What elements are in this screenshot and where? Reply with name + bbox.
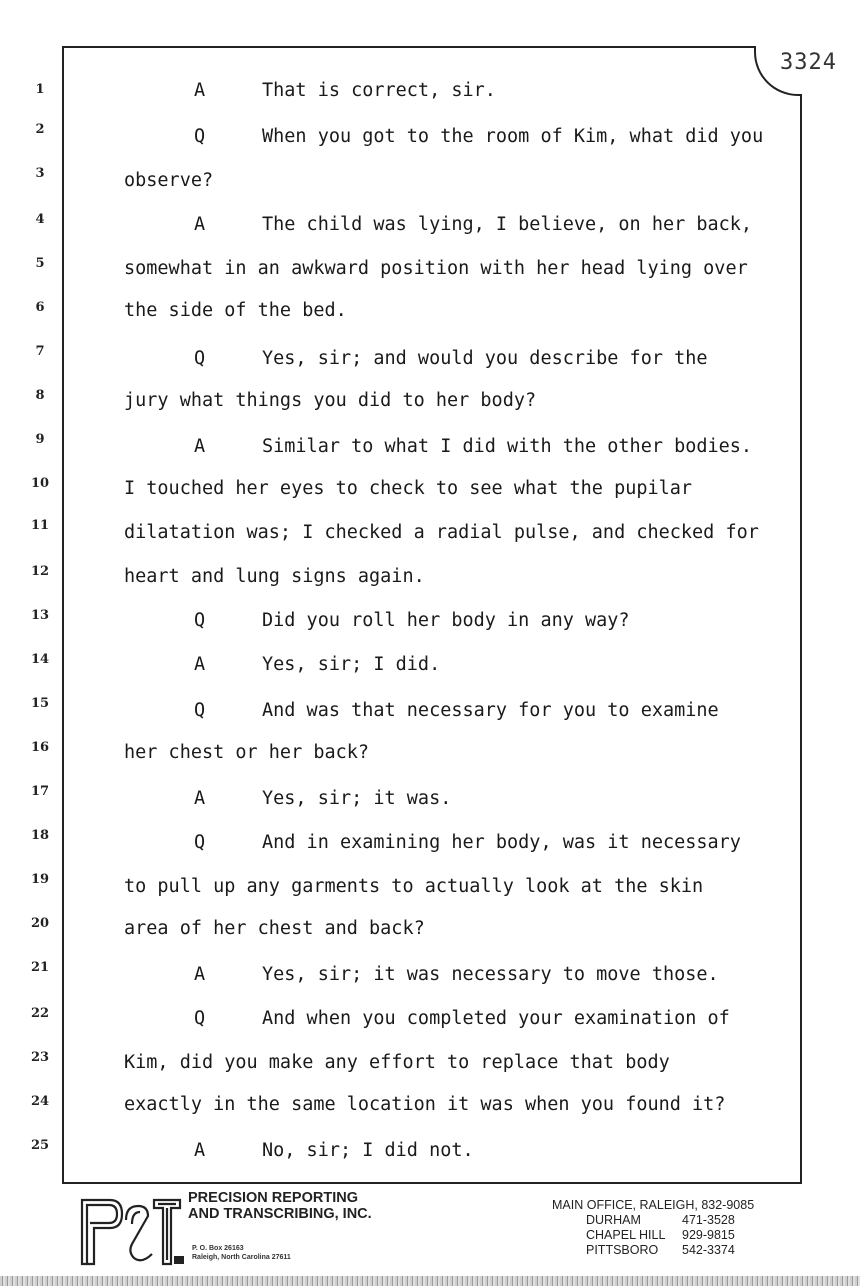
line-number: 17 bbox=[30, 784, 50, 799]
office-phone: 929-9815 bbox=[682, 1228, 735, 1242]
transcript-line-text: to pull up any garments to actually look at the skin bbox=[124, 876, 704, 897]
line-number: 1 bbox=[35, 82, 45, 97]
transcript-line-text: jury what things you did to her body? bbox=[124, 390, 537, 411]
address-line2: Raleigh, North Carolina 27611 bbox=[192, 1254, 291, 1261]
transcript-line-text: And was that necessary for you to examine bbox=[262, 700, 719, 721]
line-number: 7 bbox=[35, 344, 45, 359]
speaker-label: Q bbox=[194, 348, 206, 369]
scan-edge-strip bbox=[0, 1276, 860, 1286]
office-row bbox=[552, 1228, 754, 1243]
line-number: 8 bbox=[35, 388, 45, 403]
transcript-line-text: Yes, sir; it was necessary to move those. bbox=[262, 964, 719, 985]
transcript-line-text: area of her chest and back? bbox=[124, 918, 425, 939]
line-number: 23 bbox=[30, 1050, 50, 1065]
transcript-line-text: dilatation was; I checked a radial pulse, and checked for bbox=[124, 522, 759, 543]
office-row bbox=[552, 1243, 754, 1258]
line-number: 13 bbox=[30, 608, 50, 623]
line-number: 25 bbox=[30, 1138, 50, 1153]
transcript-line-text: Did you roll her body in any way? bbox=[262, 610, 630, 631]
speaker-label: A bbox=[194, 80, 206, 101]
speaker-label: A bbox=[194, 214, 206, 235]
office-phone: 542-3374 bbox=[682, 1243, 735, 1257]
line-number: 19 bbox=[30, 872, 50, 887]
line-number: 4 bbox=[35, 212, 45, 227]
speaker-label: A bbox=[194, 654, 206, 675]
line-number: 20 bbox=[30, 916, 50, 931]
line-number: 15 bbox=[30, 696, 50, 711]
transcript-line-text: observe? bbox=[124, 170, 214, 191]
page-number: 3324 bbox=[780, 50, 837, 75]
transcript-line-text: somewhat in an awkward position with her head lying over bbox=[124, 258, 748, 279]
transcript-line-text: When you got to the room of Kim, what did you bbox=[262, 126, 764, 147]
office-row bbox=[552, 1213, 754, 1228]
transcript-line-text: The child was lying, I believe, on her back, bbox=[262, 214, 753, 235]
line-number: 2 bbox=[35, 122, 45, 137]
firm-name-line1: PRECISION REPORTING bbox=[188, 1190, 358, 1206]
speaker-label: Q bbox=[194, 1008, 206, 1029]
address-line1: P. O. Box 26163 bbox=[192, 1245, 244, 1252]
main-office: MAIN OFFICE, RALEIGH, 832-9085 bbox=[552, 1198, 755, 1212]
firm-address bbox=[192, 1244, 291, 1262]
line-number: 6 bbox=[35, 300, 45, 315]
office-phone: 471-3528 bbox=[682, 1213, 735, 1227]
transcript-line-text: Yes, sir; it was. bbox=[262, 788, 452, 809]
transcript-line-text: her chest or her back? bbox=[124, 742, 370, 763]
firm-name bbox=[188, 1190, 372, 1222]
office-city: PITTSBORO bbox=[586, 1243, 659, 1257]
line-number: 12 bbox=[30, 564, 50, 579]
line-number: 3 bbox=[35, 166, 45, 181]
office-city: CHAPEL HILL bbox=[586, 1228, 666, 1242]
page-border-top bbox=[62, 46, 762, 48]
speaker-label: Q bbox=[194, 126, 206, 147]
speaker-label: A bbox=[194, 964, 206, 985]
speaker-label: Q bbox=[194, 832, 206, 853]
line-number: 22 bbox=[30, 1006, 50, 1021]
transcript-line-text: Yes, sir; I did. bbox=[262, 654, 441, 675]
line-number: 14 bbox=[30, 652, 50, 667]
speaker-label: Q bbox=[194, 610, 206, 631]
line-number: 5 bbox=[35, 256, 45, 271]
transcript-line-text: And when you completed your examination of bbox=[262, 1008, 730, 1029]
line-number: 18 bbox=[30, 828, 50, 843]
speaker-label: A bbox=[194, 1140, 206, 1161]
transcript-line-text: the side of the bed. bbox=[124, 300, 347, 321]
transcript-line-text: No, sir; I did not. bbox=[262, 1140, 474, 1161]
speaker-label: Q bbox=[194, 700, 206, 721]
line-number: 10 bbox=[30, 476, 50, 491]
transcript-line-text: exactly in the same location it was when you found it? bbox=[124, 1094, 726, 1115]
transcript-line-text: Yes, sir; and would you describe for the bbox=[262, 348, 708, 369]
line-number: 21 bbox=[30, 960, 50, 975]
line-number: 9 bbox=[35, 432, 45, 447]
office-city: DURHAM bbox=[586, 1213, 641, 1227]
speaker-label: A bbox=[194, 788, 206, 809]
transcript-line-text: heart and lung signs again. bbox=[124, 566, 425, 587]
transcript-line-text: Similar to what I did with the other bodies. bbox=[262, 436, 753, 457]
transcript-line-text: I touched her eyes to check to see what the pupilar bbox=[124, 478, 693, 499]
line-number: 24 bbox=[30, 1094, 50, 1109]
transcript-line-text: That is correct, sir. bbox=[262, 80, 496, 101]
transcript-line-text: Kim, did you make any effort to replace that body bbox=[124, 1052, 670, 1073]
line-number: 16 bbox=[30, 740, 50, 755]
transcript-line-text: And in examining her body, was it necessary bbox=[262, 832, 741, 853]
firm-name-line2: AND TRANSCRIBING, INC. bbox=[188, 1206, 372, 1222]
firm-logo bbox=[76, 1192, 186, 1268]
office-list bbox=[552, 1198, 754, 1258]
line-number: 11 bbox=[30, 518, 50, 533]
speaker-label: A bbox=[194, 436, 206, 457]
